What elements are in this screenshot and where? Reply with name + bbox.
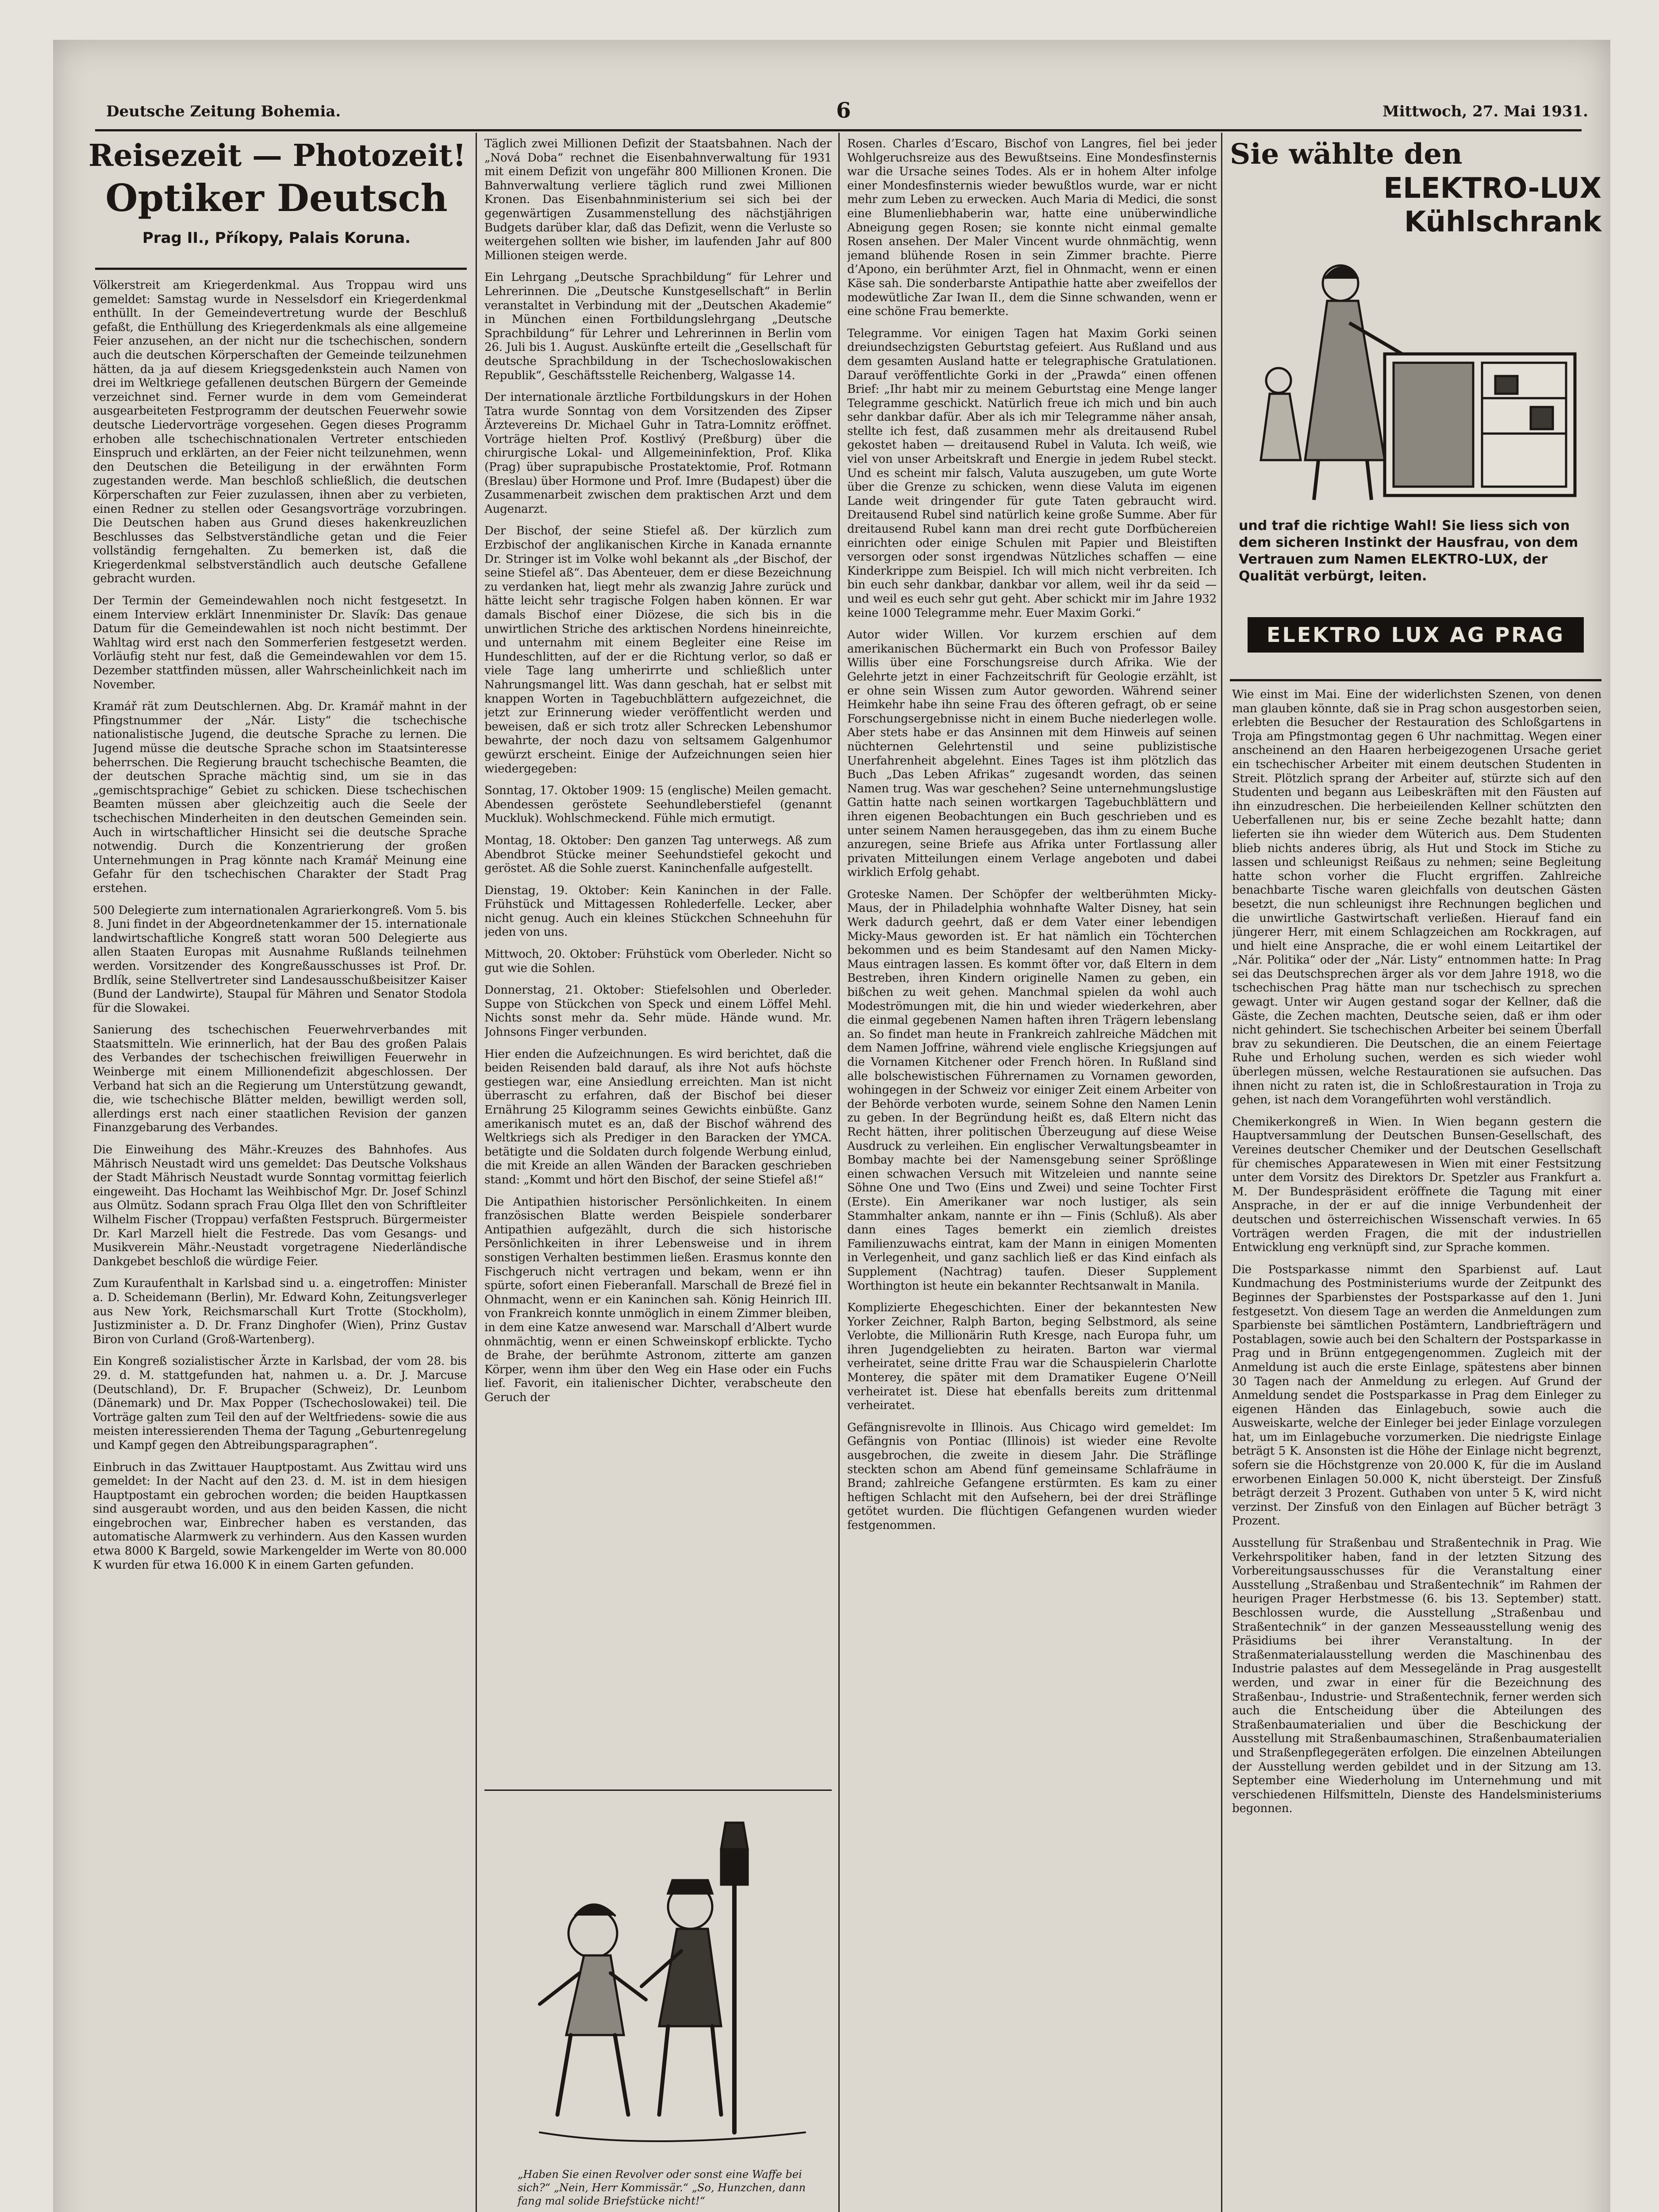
- article: Der internationale ärztliche Fortbildungskurs in der Hohen Tatra wurde Sonntag von dem Vorsitzenden des Zipser Ärztevereins Dr. Michael Guhr in Tatra-Lomnitz eröffnet. Vorträge hielten Prof. Kostlivý (Preßburg) über die chirurgische Lokal- und Allgemeininfektion, Prof. Klika (Prag) über suprapubische Prostatektomie, Prof. Rotmann (Breslau) über Hormone und Prof. Imre (Budapest) über die Zusammenarbeit zwischen dem praktischen Arzt und dem Augenarzt.: [484, 391, 832, 516]
- column-1: [93, 279, 467, 2212]
- ad-bottom-rule: [95, 268, 467, 270]
- article: Kramář rät zum Deutschlernen. Abg. Dr. Kramář mahnt in der Pfingstnummer der „Nár. Listy“ die tschechische nationalistische Jugend, die deutsche Sprache zu lernen. Die Jugend müsse die deutsche Sprache schon im Staatsinteresse beherrschen. Die Regierung braucht tschechische Beamten, die der deutschen Sprache mächtig sind, um sie in das „gemischtsprachige“ Gebiet zu schicken. Diese tschechischen Beamten müssen aber gleichzeitig auch die Seele der tschechischen Minderheiten in den deutschen Gemeinden sein. Auch in wirtschaftlicher Hinsicht sei die deutsche Sprache notwendig. Durch die Konzentrierung der großen Unternehmungen in Prag könnte nach Kramář Meinung eine Gefahr für den tschechischen Charakter der Stadt Prag erstehen.: [93, 700, 467, 895]
- article: Die Postsparkasse nimmt den Sparbienst auf. Laut Kundmachung des Postministeriums wurde der Zeitpunkt des Beginnes der Sparbienstes der Postsparkasse auf den 1. Juni festgesetzt. Von diesem Tage an werden die Anmeldungen zum Sparbienste bei sämtlichen Postämtern, Landbriefträgern und Postablagen, sowie auch bei den Schaltern der Postsparkasse in Prag und in Brünn entgegengenommen. Zugleich mit der Anmeldung ist auch die erste Einlage, spätestens aber binnen 30 Tagen nach der Anmeldung zu erlegen. Auf Grund der Anmeldung sendet die Postsparkasse in Prag dem Einleger zu eigenen Händen das Einlagebuch, sowie auch die Ausweiskarte, welche der Einleger bei jeder Einlage vorzulegen hat, um im Einlagebuche vorzumerken. Die niedrigste Einlage beträgt 5 K. Ansonsten ist die Höhe der Einlage nicht begrenzt, sofern sie die Höchstgrenze von 20.000 K, für die im Ausland erworbenen Einlagen 50.000 K, nicht übersteigt. Der Zinsfuß beträgt derzeit 3 Prozent. Guthaben von unter 5 K, wird nicht verzinst. Der Zinsfuß von den Einlagen auf Bücher beträgt 3 Prozent.: [1232, 1263, 1601, 1528]
- article: Der Bischof, der seine Stiefel aß. Der kürzlich zum Erzbischof der anglikanischen Kirche in Kanada ernannte Dr. Stringer ist im Volke wohl bekannt als „der Bischof, der seine Stiefel aß“. Das Abenteuer, dem er diese Bezeichnung zu verdanken hat, liegt mehr als zwanzig Jahre zurück und hätte leicht sehr tragische Folgen haben können. Er war damals Bischof einer Diözese, die sich bis in die unwirtlichen Striche des arktischen Nordens hineinreichte, und unternahm mit einem Begleiter eine Reise im Hundeschlitten, auf der er die Richtung verlor, so daß er viele Tage lang umherirrte und schließlich unter Nahrungsmangel litt. Was dann geschah, hat er selbst mit knappen Worten in Tagebuchblättern aufgezeichnet, die jetzt zur Erinnerung wieder veröffentlicht werden und beweisen, daß er sich trotz aller Schrecken Lebenshumor bewahrte, der noch dazu von seltsamem Galgenhumor gewürzt erscheint. Einige der Aufzeichnungen seien hier wiedergegeben:: [484, 524, 832, 776]
- ad-headline-line3: Kühlschrank: [1404, 206, 1601, 238]
- article: Groteske Namen. Der Schöpfer der weltberühmten Micky-Maus, der in Philadelphia wohnhafte Walter Disney, hat sein Werk dadurch geehrt, daß er dem Vater einer lebendigen Micky-Maus geworden ist. Er hat nämlich ein Töchterchen bekommen und es beim Standesamt auf den Namen Micky-Maus eintragen lassen. Es kommt öfter vor, daß Eltern in dem Bestreben, ihren Kindern originelle Namen zu geben, ein bißchen zu weit gehen. Manchmal spielen da wohl auch Modeströmungen mit, die hin und wieder wiederkehren, aber die einmal gegebenen Namen haften ihren Trägern lebenslang an. So findet man heute in Frankreich zahlreiche Mädchen mit dem Namen Joffrine, während viele englische Kriegsjungen auf die Vornamen Kitchener oder French hören. In Rußland sind alle bolschewistischen Führernamen zu Vornamen geworden, wohingegen in der Schweiz vor einiger Zeit einem Arbeiter von der Behörde verboten wurde, seinem Sohne den Namen Lenin zu geben. In der Begründung heißt es, daß Eltern nicht das Recht hätten, ihrer politischen Überzeugung auf diese Weise Ausdruck zu verleihen. Ein englischer Verwaltungsbeamter in Bombay machte bei der Namensgebung seiner Sprößlinge einen schwachen Versuch mit Witzeleien und nannte seine Söhne One und Two (Eins und Zwei) und seine Tochter First (Erste). Ein Amerikaner war noch lustiger, als sein Stammhalter ankam, nannte er ihn — Finis (Schluß). Als aber dann eines Tages bemerkt ein ziemlich dreistes Familienzuwachs eintrat, kam der Mann in einigen Momenten in Verlegenheit, und ganz sachlich ließ er das Kind einfach als Supplement (Nachtrag) taufen. Dieser Supplement Worthington ist heute ein bekannter Rechtsanwalt in Manila.: [847, 887, 1217, 1293]
- column-rule-1: [476, 133, 477, 2212]
- diary-entry: Mittwoch, 20. Oktober: Frühstück vom Oberleder. Nicht so gut wie die Sohlen.: [484, 948, 832, 975]
- article: Der Termin der Gemeindewahlen noch nicht festgesetzt. In einem Interview erklärt Innenminister Dr. Slavík: Das genaue Datum für die Gemeindewahlen ist noch nicht bestimmt. Der Wahltag wird erst nach den Sommerferien festgesetzt werden. Vorläufig steht nur fest, daß die Gemeindewahlen vor dem 15. Dezember stattfinden müssen, aller Wahrscheinlichkeit nach im November.: [93, 594, 467, 691]
- ad-headline-line1: Sie wählte den: [1230, 138, 1463, 171]
- article: Autor wider Willen. Vor kurzem erschien auf dem amerikanischen Büchermarkt ein Buch von Professor Bailey Willis über eine Forschungsreise durch Afrika. Wie der Gelehrte jetzt in einer Fachzeitschrift für Geologie erzählt, ist er ohne sein Wissen zum Autor geworden. Während seiner Heimkehr habe ihn seine Frau des öfteren gefragt, ob er seine Forschungsergebnisse nicht in einem Buche niederlegen wolle. Aber stets habe er das Ansinnen mit dem Hinweis auf seinen nüchternen Gelehrtenstil und seine publizistische Unerfahrenheit abgelehnt. Eines Tages ist ihm plötzlich das Buch „Das Leben Afrikas“ zugesandt worden, das seinen Namen trug. Was war geschehen? Seine unternehmungslustige Gattin hatte nach seinen wortkargen Tagebuchblättern und ihren eigenen Beobachtungen ein Buch geschrieben und es unter seinem Namen herausgegeben, das ihm zu einem Buche anzuregen, seine Briefe aus Afrika unter Fortlassung aller privaten Mitteilungen einem Verlage angeboten und dabei wirklich Erfolg gehabt.: [847, 628, 1217, 879]
- elektrolux-ad: [1230, 137, 1601, 686]
- issue-date: Mittwoch, 27. Mai 1931.: [1382, 103, 1588, 120]
- article: Wie einst im Mai. Eine der widerlichsten Szenen, von denen man glauben könnte, daß sie in Prag schon ausgestorben seien, erlebten die Besucher der Restauration des Schloßgartens in Troja am Pfingstmontag gegen 6 Uhr nachmittag. Wegen einer anscheinend an den Haaren herbeigezogenen Ursache geriet ein tschechischer Arbeiter mit einem deutschen Studenten in Streit. Plötzlich sprang der Arbeiter auf, stürzte sich auf den Studenten und begann aus Leibeskräften mit den Fäusten auf ihn einzudreschen. Die herbeieilenden Kellner schützten den Ueberfallenen nur, bis er seine Zeche bezahlt hatte; dann lieferten sie ihn wieder dem Wüterich aus. Dem Studenten blieb nichts anderes übrig, als Hut und Stock im Stiche zu lassen und schleunigst Reißaus zu nehmen; seine Begleitung hatte schon vorher die Flucht ergriffen. Zahlreiche benachbarte Tische waren gleichfalls von deutschen Gästen besetzt, die nun schleunigst ihre Rechnungen beglichen und die unwirtliche Gastwirtschaft verließen. Hierauf fand ein jüngerer Herr, mit einem Schlagzeichen am Rockkragen, auf und hielt eine Ansprache, die er wohl einem Leitartikel der „Nár. Politika“ oder der „Nár. Listy“ entnommen hatte: In Prag sei das Deutschsprechen ärger als vor dem Jahre 1918, wo die tschechischen Prag hätte man nur tschechisch zu sprechen gewagt. Unter wir Augen gestand sogar der Kellner, daß die Gäste, die Zechen machten, Deutsche seien, daß er ihm oder nicht gehindert. Sie tschechischen Arbeiter bei seinem Überfall brav zu sekundieren. Die Deutschen, die an einem Feiertage Ruhe und Erholung suchen, werden es sich wieder wohl überlegen müssen, welche Restaurationen sie aufsuchen. Das ihnen nicht zu raten ist, die in Schloßrestauration in Troja zu gehen, ist nach dem Vorangeführten wohl verständlich.: [1232, 688, 1601, 1107]
- ad-headline: Reisezeit — Photozeit!: [88, 138, 466, 173]
- photo-optician-ad: [88, 137, 465, 270]
- header-rule: [95, 129, 1582, 131]
- ad-shop-name: Optiker Deutsch: [105, 176, 448, 220]
- newspaper-name: Deutsche Zeitung Bohemia.: [106, 103, 341, 120]
- refrigerator-illustration: [1239, 252, 1593, 509]
- article: Telegramme. Vor einigen Tagen hat Maxim Gorki seinen dreiundsechzigsten Geburtstag gefeiert. Aus Rußland und aus dem gesamten Ausland hatte er telegraphische Gratulationen. Darauf veröffentlichte Gorki in der „Prawda“ einen offenen Brief: „Ihr habt mir zu meinem Geburtstag eine Menge langer Telegramme geschickt. Natürlich freue ich mich und bin auch sehr dankbar dafür. Aber als ich mir Telegramme näher ansah, stellte ich fest, daß zusammen mehr als dreitausend Rubel gekostet haben — dreitausend Rubel in Valuta. Ich weiß, wie viel von unser Arbeitskraft und Energie in jedem Rubel steckt. Und es scheint mir falsch, Valuta auszugeben, um gute Worte über die Grenze zu schicken, wenn diese Valuta im eigenen Lande weit dringender für gute Taten gebraucht wird. Dreitausend Rubel sind natürlich keine große Summe. Aber für dreitausend Rubel kann man drei recht gute Dorfbüchereien einrichten oder einige Schulen mit Papier und Bleistiften versorgen oder sonst irgendwas Nützliches schaffen — eine Kinderkrippe zum Beispiel. Ich will mich nicht verbreiten. Ich bin euch sehr dankbar, dankbar vor allem, weil ihr da seid — und weil es euch sehr gut geht. Aber schickt mir im Jahre 1932 keine 1000 Telegramme mehr. Euer Maxim Gorki.“: [847, 326, 1217, 620]
- cartoon-illustration: [513, 1796, 832, 2212]
- ad-banner: ELEKTRO LUX AG PRAG: [1248, 617, 1584, 653]
- article: Gefängnisrevolte in Illinois. Aus Chicago wird gemeldet: Im Gefängnis von Pontiac (Illinois) ist wieder eine Revolte ausgebrochen, die zweite in diesem Jahr. Die Sträflinge steckten schon am Abend fünf gemeinsame Schlafräume in Brand; zahlreiche Gefangene erstürmten. Es kam zu einer heftigen Schlacht mit den Aufsehern, bei der drei Sträflinge getötet wurden. Die flüchtigen Gefangenen wurden wieder festgenommen.: [847, 1421, 1217, 1532]
- article: Hier enden die Aufzeichnungen. Es wird berichtet, daß die beiden Reisenden bald darauf, als ihre Not aufs höchste gestiegen war, eine Ansiedlung erreichten. Man ist nicht überrascht zu erfahren, daß der Bischof bei dieser Ernährung 25 Kilogramm seines Gewichts einbüßte. Ganz amerikanisch mutet es an, daß der Bischof während des Weltkriegs sich als Prediger in den Baracken der YMCA. betätigte und die Soldaten durch folgende Werbung einlud, die mit Kreide an allen Wänden der Baracken geschrieben stand: „Kommt und hört den Bischof, der seine Stiefel aß!“: [484, 1047, 832, 1187]
- article: Rosen. Charles d’Escaro, Bischof von Langres, fiel bei jeder Wohlgeruchsreize aus des Bewußtseins. Eine Mondesfinsternis war die Ursache seines Todes. Als er in hohem Alter infolge einer Mondesfinsternis wieder bewußtlos wurde, war er nicht mehr zum Leben zu erwecken. Auch Maria di Medici, die sonst eine Blumenliebhaberin war, hatte eine unüberwindliche Abneigung gegen Rosen; sie konnte nicht einmal gemalte Rosen ansehen. Der Maler Vincent wurde ohnmächtig, wenn jemand blühende Rosen in sein Zimmer brachte. Pierre d’Apono, ein berühmter Arzt, fiel in Ohnmacht, wenn er einen Käse sah. Die sonderbarste Antipathie hatte aber zweifellos der modewütliche Zar Iwan II., dem die Sinne schwanden, wenn er eine schöne Frau bemerkte.: [847, 137, 1217, 319]
- article: Die Einweihung des Mähr.-Kreuzes des Bahnhofes. Aus Mährisch Neustadt wird uns gemeldet: Das Deutsche Volkshaus der Stadt Mährisch Neustadt wurde Sonntag vormittag feierlich eingeweiht. Das Hochamt las Weihbischof Mgr. Dr. Josef Schinzl aus Olmütz. Sodann sprach Frau Olga Illet den von Schriftleiter Wilhelm Fischer (Troppau) verfaßten Festspruch. Bürgermeister Dr. Karl Marzell hielt die Festrede. Das vom Gesangs- und Musikverein Mähr.-Neustadt vorgetragene Niederländische Dankgebet beschloß die würdige Feier.: [93, 1143, 467, 1268]
- ad-headline-line2: ELEKTRO-LUX: [1383, 172, 1601, 205]
- article: 500 Delegierte zum internationalen Agrarierkongreß. Vom 5. bis 8. Juni findet in der Abgeordnetenkammer der 15. internationale landwirtschaftliche Kongreß statt woran 500 Delegierte aus allen Staaten Europas mit Ausnahme Rußlands teilnehmen werden. Vorsitzender des Kongreßausschusses ist Prof. Dr. Brdlík, seine Stellvertreter sind Landesausschußbeisitzer Kaiser (Bund der Landwirte), Staupal für Mähren und Senator Stodola für die Slowakei.: [93, 903, 467, 1015]
- article: Chemikerkongreß in Wien. In Wien begann gestern die Hauptversammlung der Deutschen Bunsen-Gesellschaft, des Vereines deutscher Chemiker und der Deutschen Gesellschaft für chemisches Apparatewesen in Wien mit einer Festsitzung unter dem Vorsitz des Direktors Dr. Spetzler aus Frankfurt a. M. Der Bundespräsident eröffnete die Tagung mit einer Ansprache, in der er auf die innige Verbundenheit der deutschen und österreichischen Wissenschaft verwies. In 65 Vorträgen werden Fragen, die mit der industriellen Entwicklung eng verknüpft sind, zur Sprache kommen.: [1232, 1115, 1601, 1255]
- article: Täglich zwei Millionen Defizit der Staatsbahnen. Nach der „Nová Doba“ rechnet die Eisenbahnverwaltung für 1931 mit einem Defizit von ungefähr 800 Millionen Kronen. Die Bahnverwaltung verliere täglich rund zwei Millionen Kronen. Das Eisenbahnministerium sei sich bei der gegenwärtigen Zusammenstellung des nächstjährigen Budgets darüber klar, daß das Defizit, wenn die Verluste so weitergehen sollten wie bisher, im laufenden Jahr auf 800 Millionen steigen werde.: [484, 137, 832, 262]
- article: Sanierung des tschechischen Feuerwehrverbandes mit Staatsmitteln. Wie erinnerlich, hat der Bau des großen Palais des Verbandes der tschechischen freiwilligen Feuerwehr in Weinberge mit einem Millionendefizit abgeschlossen. Der Verband hat sich an die Regierung um Unterstützung gewandt, die, wie tschechische Blätter melden, bewilligt werden soll, allerdings erst nach einer staatlichen Revision der ganzen Finanzgebarung des Verbandes.: [93, 1023, 467, 1135]
- article: Ein Kongreß sozialistischer Ärzte in Karlsbad, der vom 28. bis 29. d. M. stattgefunden hat, nahmen u. a. Dr. J. Marcuse (Deutschland), Dr. F. Brupacher (Schweiz), Dr. Leunbom (Dänemark) und Dr. Max Popper (Tschechoslowakei) teil. Die Vorträge galten zum Teil den auf der Weltfriedens- sowie die aus meisten interessierenden Thema der Tagung „Geburtenregelung und Kampf gegen den Abtreibungsparagraphen“.: [93, 1355, 467, 1452]
- ad-address: Prag II., Příkopy, Palais Koruna.: [142, 229, 411, 247]
- page-number: 6: [836, 98, 851, 123]
- column-2: [484, 137, 832, 1783]
- running-head: [106, 98, 1588, 125]
- column-3: [847, 137, 1217, 2212]
- article: Zum Kuraufenthalt in Karlsbad sind u. a. eingetroffen: Minister a. D. Scheidemann (Berlin), Mr. Edward Kohn, Zeitungsverleger aus New York, Reichsmarschall Kurt Trotte (Stockholm), Justizminister a. D. Dr. Franz Dinghofer (Wien), Prinz Gustav Biron von Curland (Groß-Wartenberg).: [93, 1277, 467, 1346]
- diary-entry: Montag, 18. Oktober: Den ganzen Tag unterwegs. Aß zum Abendbrot Stücke meiner Seehundstiefel gekocht und geröstet. Aß die Sohle zuerst. Kaninchenfalle aufgestellt.: [484, 833, 832, 876]
- cartoon-top-rule: [484, 1790, 832, 1791]
- cartoon-drawing: [513, 1796, 832, 2159]
- article: Ein Lehrgang „Deutsche Sprachbildung“ für Lehrer und Lehrerinnen. Die „Deutsche Kunstgesellschaft“ in Berlin veranstaltet in Verbindung mit der „Deutschen Akademie“ in München einen Fortbildungslehrgang „Deutsche Sprachbildung“ für Lehrer und Lehrerinnen in Berlin vom 26. Juli bis 1. August. Auskünfte erteilt die „Gesellschaft für deutsche Sprachbildung in der Tschechoslowakischen Republik“, Geschäftsstelle Reichenberg, Walgasse 14.: [484, 271, 832, 382]
- article: Komplizierte Ehegeschichten. Einer der bekanntesten New Yorker Zeichner, Ralph Barton, beging Selbstmord, als seine Verlobte, die Millionärin Ruth Kresge, nach Europa fuhr, um ihren Jugendgeliebten zu heiraten. Barton war viermal verheiratet, seine dritte Frau war die Schauspielerin Charlotte Monterey, die später mit dem Dramatiker Eugene O’Neill verheiratet ist. Diese hat ebenfalls bereits zum drittenmal verheiratet.: [847, 1301, 1217, 1413]
- diary-entry: Sonntag, 17. Oktober 1909: 15 (englische) Meilen gemacht. Abendessen geröstete Seehundleberstiefel (genannt Muckluk). Wohlschmeckend. Fühle mich ermutigt.: [484, 784, 832, 826]
- article: Einbruch in das Zwittauer Hauptpostamt. Aus Zwittau wird uns gemeldet: In der Nacht auf den 23. d. M. ist in dem hiesigen Hauptpostamt ein gebrochen worden; die beiden Hauptkassen sind ausgeraubt worden, und aus den beiden Kassen, die nicht eingebrochen war, Einbrecher haben es verstanden, das automatische Alarmwerk zu verhindern. Aus den Kassen wurden etwa 8000 K Bargeld, sowie Markengelder im Werte von 80.000 K wurden für etwa 16.000 K in einem Garten gefunden.: [93, 1460, 467, 1572]
- cartoon-caption: „Haben Sie einen Revolver oder sonst eine Waffe bei sich?“ „Nein, Herr Kommissär.“ „So, Hunzchen, dann fang mal solide Briefstücke nicht!“: [518, 2168, 806, 2207]
- column-rule-3: [1221, 133, 1222, 2212]
- diary-entry: Dienstag, 19. Oktober: Kein Kaninchen in der Falle. Frühstück und Mittagessen Rohlederfelle. Lecker, aber nicht genug. Auch ein kleines Stückchen Schneehuhn für jeden von uns.: [484, 883, 832, 939]
- article: Völkerstreit am Kriegerdenkmal. Aus Troppau wird uns gemeldet: Samstag wurde in Nesselsdorf ein Kriegerdenkmal enthüllt. In der Gemeindevertretung wurde der Beschluß gefaßt, die Enthüllung des Kriegerdenkmals als eine allgemeine Feier anzusehen, an der nicht nur die tschechischen, sondern auch die deutschen Körperschaften der Gemeinde teilzunehmen hätten, da ja auf diesem Kriegsgedenkstein auch Namen von drei im Weltkriege gefallenen deutschen Bürgern der Gemeinde verzeichnet sind. Ferner wurde in dem vom Gemeinderat ausgearbeiteten Festprogramm der deutschen Feuerwehr sowie deutsche Liedervorträge vorgesehen. Gegen dieses Programm erhoben alle tschechischnationalen Vertreter entschieden Einspruch und erklärten, an der Feier nicht teilzunehmen, wenn den Deutschen die Beteiligung in der erwähnten Form zugestanden werde. Man beschloß schließlich, die deutschen Körperschaften zur Feier zuzulassen, ihnen aber zu verbieten, einen Redner zu stellen oder Gesangsvorträge vorzubringen. Die Deutschen haben aus Grund dieses hakenkreuzlichen Beschlusses das Selbstverständliche getan und die Feier vollständig ferngehalten. Zu bemerken ist, daß die Kriegerdenkmal selbstverständlich auch deutsche Gefallene gebracht wurden.: [93, 279, 467, 586]
- ad-elektrolux-rule: [1230, 679, 1601, 681]
- column-4: [1232, 688, 1601, 2212]
- diary-entry: Donnerstag, 21. Oktober: Stiefelsohlen und Oberleder. Suppe von Stückchen von Speck und einem Löffel Mehl. Nichts sonst mehr da. Sehr müde. Hände wund. Mr. Johnsons Finger verbunden.: [484, 983, 832, 1039]
- article: Die Antipathien historischer Persönlichkeiten. In einem französischen Blatte werden Beispiele sonderbarer Antipathien aufgezählt, durch die sich historische Persönlichkeiten in ihrer Lebensweise und in ihrem sonstigen Verhalten bestimmen ließen. Erasmus konnte den Fischgeruch nicht vertragen und bekam, wenn er ihn spürte, sofort einen Fieberanfall. Marschall de Brezé fiel in Ohnmacht, wenn er ein Kaninchen sah. König Heinrich III. von Frankreich konnte unmöglich in einem Zimmer bleiben, in dem eine Katze anwesend war. Marschall d’Albert wurde ohnmächtig, wenn er einen Schweinskopf erblickte. Tycho de Brahe, der berühmte Astronom, zitterte am ganzen Körper, wenn ihm über den Weg ein Hase oder ein Fuchs lief. Favorit, ein italienischer Dichter, verabscheute den Geruch der: [484, 1195, 832, 1404]
- ad-body: und traf die richtige Wahl! Sie liess sich von dem sicheren Instinkt der Hausfrau, von dem Vertrauen zum Namen ELEKTRO-LUX, der Qualität verbürgt, leiten.: [1239, 518, 1578, 584]
- article: Ausstellung für Straßenbau und Straßentechnik in Prag. Wie Verkehrspolitiker haben, fand in der letzten Sitzung des Vorbereitungsausschusses für die Veranstaltung einer Ausstellung „Straßenbau und Straßentechnik“ im Rahmen der heurigen Prager Herbstmesse (6. bis 13. September) statt. Beschlossen wurde, die Ausstellung „Straßenbau und Straßentechnik“ in der ganzen Messeausstellung wenig des Präsidiums bei ihrer Veranstaltung. In der Straßenmaterialausstellung werden die Maschinenbau des Industrie palastes auf dem Messegelände in Prag ausgestellt werden, und zwar in einer für die Bezeichnung des Straßenbau-, Industrie- und Straßentechnik, ferner werden sich auch die Entscheidung über die Abteilungen des Straßenbaumaterialien und über die Beschickung der Ausstellung mit Straßenbaumaschinen, Straßenbaumaterialien und Straßenpflegegeräten erfolgen. Die einzelnen Abteilungen der Ausstellung werden gebildet und in der Sitzung am 13. September eine Wiederholung im Unternehmung und mit verschiedenen Hilfsmitteln, Dienste des Handelsministeriums begonnen.: [1232, 1536, 1601, 1816]
- column-rule-2: [838, 133, 840, 2212]
